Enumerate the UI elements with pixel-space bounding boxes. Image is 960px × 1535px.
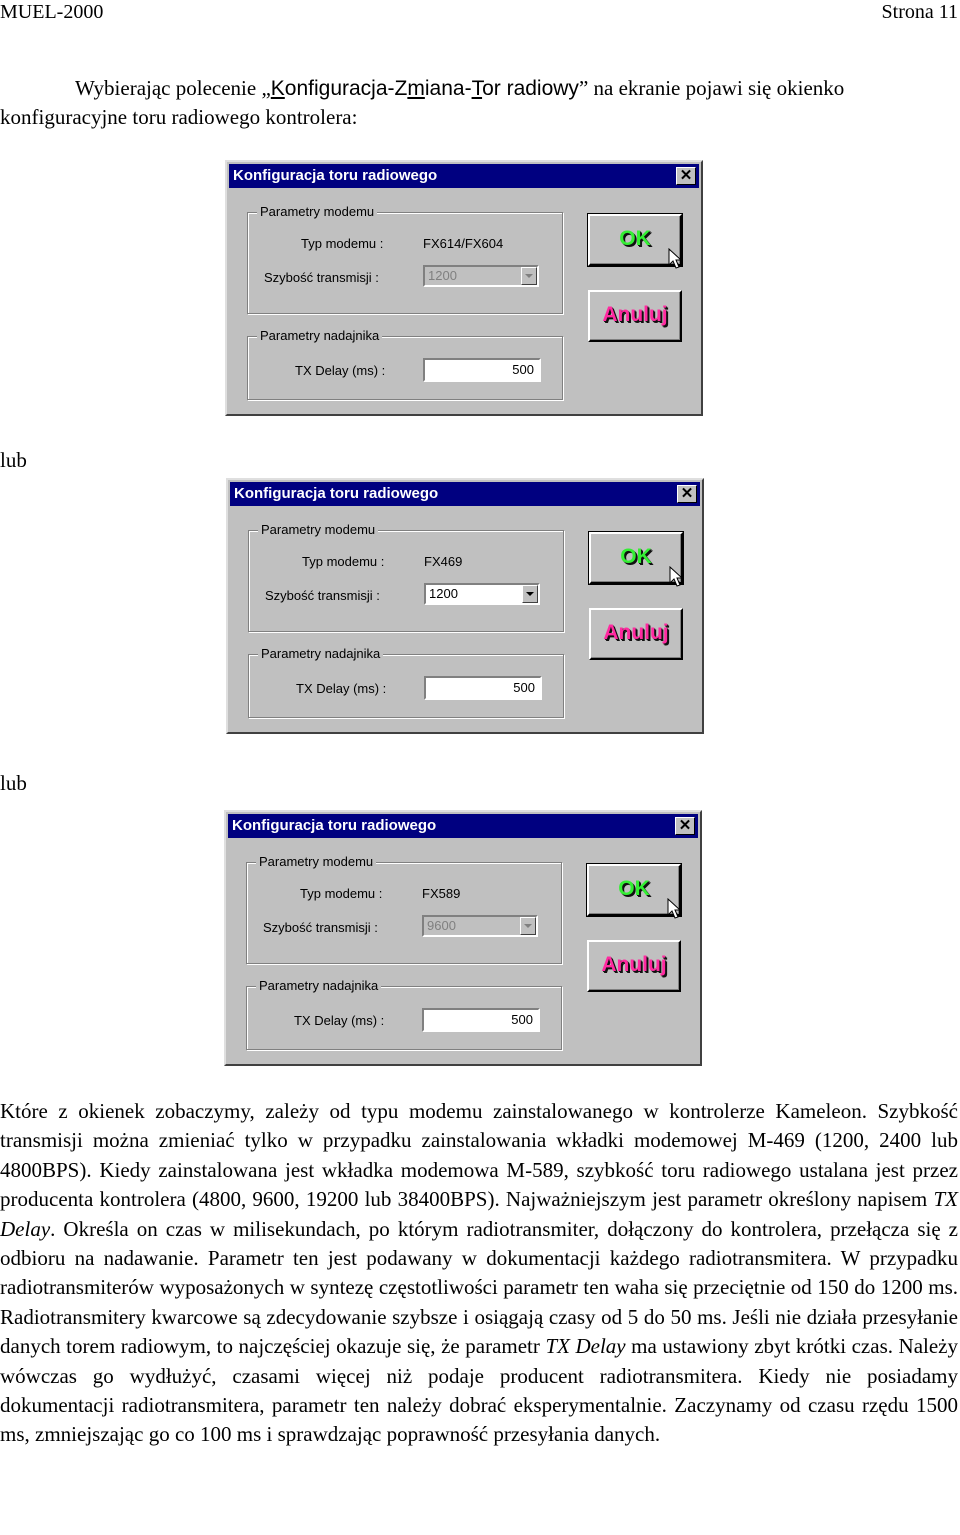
header-left: MUEL-2000 [0, 1, 104, 23]
body-paragraph: Które z okienek zobaczymy, zależy od typu modemu zainstalowanego w kontrolerze Kameleon. Szybkość transmisji można zmieniać tylko w przypadku zainstalowania wkładki modemowej M-469 (1200, 2400 lub 4800BPS). Kiedy zainstalowana jest wkładka modemowa M-589, szybkość toru radiowego ustalana jest przez producenta kontrolera (4800, 9600, 19200 lub 38400BPS). Najważniejszym jest parametr określony napisem TX Delay. Określa on czas w milisekundach, po którym radiotransmiter, dołączony do kontrolera, przełącza się z odbioru na nadawanie. Parametr ten jest podawany w dokumentacji każdego radiotransmitera. W przypadku radiotransmiterów wyposażonych w syntezę częstotliwości parametr ten waha się przeciętnie od 150 do 1200 ms. Radiotransmitery kwarcowe są zdecydowanie szybsze i osiągają czasy od 5 do 50 ms. Jeśli nie działa przesyłanie danych torem radiowym, to najczęściej okazuje się, że parametr TX Delay ma ustawiony zbyt krótki czas. Należy wówczas go wydłużyć, czasami więcej niż podaje producent radiotransmitera. Kiedy nie posiadamy dokumentacji radiotransmitera, parametr ten należy dobrać eksperymentalnie. Zaczynamy od czasu rzędu 1500 ms, zmniejszając go co 100 ms i sprawdzając poprawność przesyłania danych. [0, 1099, 958, 1447]
modem-group-label: Parametry modemu [257, 203, 377, 220]
tx-delay-label: TX Delay (ms) : [295, 363, 386, 378]
mouse-pointer-icon [668, 248, 684, 270]
ok-button[interactable]: OK [588, 214, 682, 266]
transmitter-group-label: Parametry nadajnika [257, 327, 382, 344]
speed-select: 1200 [423, 265, 539, 287]
cancel-button[interactable]: Anuluj [588, 290, 682, 342]
tx-delay-term: TX Delay [545, 1334, 626, 1359]
separator-lub-1: lub [0, 448, 27, 472]
modem-group [246, 854, 562, 964]
chevron-down-icon [521, 267, 537, 285]
speed-label: Szybość transmisji : [264, 270, 379, 285]
cancel-button[interactable]: Anuluj [589, 608, 683, 660]
tx-delay-input[interactable]: 500 [424, 676, 542, 700]
chevron-down-icon[interactable] [522, 585, 538, 603]
chevron-down-icon [520, 917, 536, 935]
modem-group [248, 522, 564, 632]
title-bar [230, 482, 700, 506]
intro-after: na ekranie pojawi się okienko konfiguracyjne toru radiowego kontrolera: [0, 76, 845, 129]
config-dialog-3 [224, 810, 702, 1066]
title-bar [229, 164, 699, 188]
modem-type-label: Typ modemu : [301, 236, 384, 251]
config-dialog-1 [225, 160, 703, 416]
tx-delay-label: TX Delay (ms) : [296, 681, 387, 696]
mouse-pointer-icon [667, 898, 683, 920]
title-bar [228, 814, 698, 838]
ok-button[interactable]: OK [589, 532, 683, 584]
tx-delay-term: TX Delay [0, 1187, 958, 1241]
cancel-button[interactable]: Anuluj [587, 940, 681, 992]
transmitter-group [248, 646, 564, 718]
dialog-title: Konfiguracja toru radiowego [234, 485, 439, 502]
transmitter-group-label: Parametry nadajnika [258, 645, 383, 662]
header-right: Strona 11 [881, 1, 958, 23]
ok-button[interactable]: OK [587, 864, 681, 916]
modem-group-label: Parametry modemu [256, 853, 376, 870]
dialog-title: Konfiguracja toru radiowego [233, 167, 438, 184]
close-icon[interactable]: ✕ [675, 817, 695, 835]
speed-label: Szybość transmisji : [263, 920, 378, 935]
speed-select[interactable]: 1200 [424, 583, 540, 605]
modem-type-label: Typ modemu : [300, 886, 383, 901]
speed-label: Szybość transmisji : [265, 588, 380, 603]
modem-type-label: Typ modemu : [302, 554, 385, 569]
intro-paragraph: Wybierając polecenie „Konfiguracja-Zmiana-Tor radiowy” na ekranie pojawi się okienko konfiguracyjne toru radiowego kontrolera: [0, 76, 845, 129]
modem-group-label: Parametry modemu [258, 521, 378, 538]
modem-group [247, 204, 563, 314]
speed-select: 9600 [422, 915, 538, 937]
intro-before: Wybierając polecenie „ [75, 76, 271, 100]
transmitter-group [246, 978, 562, 1050]
close-icon[interactable]: ✕ [677, 485, 697, 503]
modem-type-value: FX469 [424, 554, 463, 569]
mouse-pointer-icon [669, 566, 685, 588]
transmitter-group-label: Parametry nadajnika [256, 977, 381, 994]
separator-lub-2: lub [0, 771, 27, 795]
tx-delay-label: TX Delay (ms) : [294, 1013, 385, 1028]
modem-type-value: FX614/FX604 [423, 236, 504, 251]
tx-delay-input[interactable]: 500 [422, 1008, 540, 1032]
menu-path: Konfiguracja-Zmiana-Tor radiowy [270, 77, 579, 100]
modem-type-value: FX589 [422, 886, 461, 901]
dialog-title: Konfiguracja toru radiowego [232, 817, 437, 834]
close-icon[interactable]: ✕ [676, 167, 696, 185]
transmitter-group [247, 328, 563, 400]
tx-delay-input[interactable]: 500 [423, 358, 541, 382]
config-dialog-2 [226, 478, 704, 734]
